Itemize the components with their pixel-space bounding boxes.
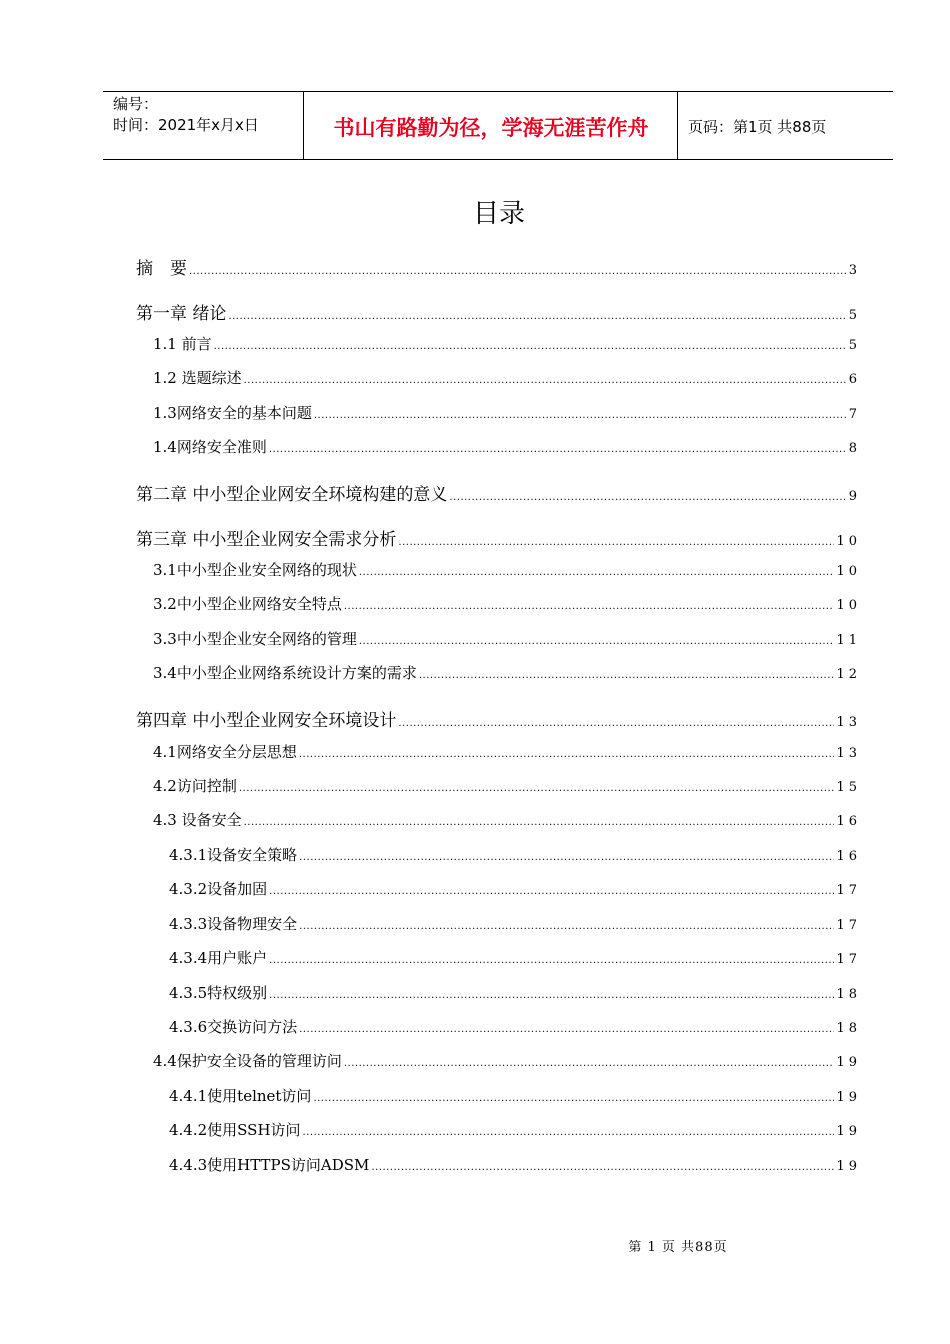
toc-entry[interactable]: [169, 878, 861, 902]
header-motto: 书山有路勤为径，学海无涯苦作舟: [333, 116, 649, 140]
toc-entry-label: 4.3 设备安全: [153, 811, 242, 829]
toc-leader-dots: [189, 266, 847, 277]
toc-entry[interactable]: [153, 559, 861, 583]
toc-leader-dots: [269, 886, 834, 897]
toc-entry-label: 4.4保护安全设备的管理访问: [153, 1052, 342, 1070]
toc-entry[interactable]: [153, 593, 861, 617]
toc-entry[interactable]: [169, 1016, 861, 1040]
toc-entry[interactable]: [169, 982, 861, 1006]
toc-entry[interactable]: [153, 436, 861, 460]
toc-entry-label: 4.3.1设备安全策略: [169, 846, 298, 864]
toc-entry-label: 摘 要: [136, 259, 187, 279]
toc-leader-dots: [299, 1024, 834, 1035]
toc-entry[interactable]: [136, 299, 861, 324]
toc-entry[interactable]: [153, 775, 861, 799]
toc-entry[interactable]: [136, 525, 861, 550]
header-page-info: 页码：第1页 共88页: [688, 118, 827, 136]
toc-leader-dots: [299, 852, 834, 863]
toc-leader-dots: [269, 955, 834, 966]
toc-entry-page: 16: [836, 849, 861, 864]
toc-entry-label: 3.3中小型企业安全网络的管理: [153, 630, 357, 648]
toc-leader-dots: [419, 670, 835, 681]
toc-entry-label: 第三章 中小型企业网安全需求分析: [136, 530, 397, 550]
toc-entry[interactable]: [153, 367, 861, 391]
toc-entry-label: 4.4.2使用SSH访问: [169, 1121, 301, 1139]
toc-entry-label: 4.3.6交换访问方法: [169, 1018, 298, 1036]
toc-entry-label: 3.2中小型企业网络安全特点: [153, 595, 342, 613]
toc-entry-page: 17: [836, 918, 861, 933]
toc-entry-page: 13: [836, 715, 861, 730]
toc-leader-dots: [449, 492, 846, 503]
toc-leader-dots: [299, 749, 835, 760]
toc-leader-dots: [244, 817, 835, 828]
toc-leader-dots: [244, 375, 847, 386]
toc-entry-page: 19: [836, 1159, 861, 1174]
toc-entry-page: 18: [836, 987, 861, 1002]
toc-leader-dots: [359, 636, 835, 647]
toc-entry-label: 4.3.5特权级别: [169, 984, 268, 1002]
toc-entry-page: 15: [836, 780, 861, 795]
toc-entry-page: 17: [836, 883, 861, 898]
toc-entry[interactable]: [153, 809, 861, 833]
toc-entry[interactable]: [153, 1050, 861, 1074]
toc-leader-dots: [398, 537, 834, 548]
toc-leader-dots: [303, 1127, 835, 1138]
toc-entry[interactable]: [153, 628, 861, 652]
toc-entry[interactable]: [153, 333, 861, 357]
time-label: 时间：2021年x月x日: [113, 116, 259, 134]
toc-leader-dots: [269, 444, 847, 455]
toc-entry-page: 7: [848, 407, 861, 422]
toc-entry-label: 4.3.2设备加固: [169, 880, 268, 898]
toc-entry[interactable]: [169, 1119, 861, 1143]
toc-leader-dots: [239, 783, 835, 794]
toc-entry[interactable]: [169, 844, 861, 868]
toc-leader-dots: [344, 1058, 835, 1069]
toc-entry[interactable]: [153, 741, 861, 765]
toc-leader-dots: [299, 921, 834, 932]
toc-entry-page: 3: [848, 263, 861, 278]
toc-leader-dots: [269, 990, 834, 1001]
toc-leader-dots: [314, 410, 847, 421]
toc-entry-page: 19: [836, 1124, 861, 1139]
toc-entry-page: 13: [836, 746, 861, 761]
toc-entry-label: 4.1网络安全分层思想: [153, 743, 297, 761]
toc-leader-dots: [359, 567, 835, 578]
toc-entry-label: 4.4.3使用HTTPS访问ADSM: [169, 1156, 370, 1174]
toc-leader-dots: [371, 1162, 834, 1173]
toc-entry-page: 6: [848, 372, 861, 387]
toc-entry-page: 5: [848, 308, 861, 323]
toc-entry-label: 第二章 中小型企业网安全环境构建的意义: [136, 485, 448, 505]
toc-entry-label: 第四章 中小型企业网安全环境设计: [136, 711, 397, 731]
toc-entry[interactable]: [169, 1085, 861, 1109]
page-footer: 第 1 页 共88页: [628, 1240, 728, 1255]
toc-entry-label: 1.4网络安全准则: [153, 438, 267, 456]
toc-entry[interactable]: [153, 662, 861, 686]
toc-entry[interactable]: [136, 706, 861, 731]
toc-entry-page: 16: [836, 814, 861, 829]
toc-entry-page: 11: [836, 633, 861, 648]
toc-entry-label: 4.2访问控制: [153, 777, 237, 795]
toc-leader-dots: [228, 311, 846, 322]
toc-entry[interactable]: [153, 402, 861, 426]
toc-entry-page: 10: [836, 598, 861, 613]
code-label: 编号：: [113, 95, 159, 113]
toc-entry[interactable]: [136, 480, 861, 505]
toc-entry[interactable]: [136, 254, 861, 279]
toc-entry-page: 19: [836, 1090, 861, 1105]
toc-entry-page: 18: [836, 1021, 861, 1036]
toc-leader-dots: [313, 1093, 834, 1104]
toc-entry-page: 8: [848, 441, 861, 456]
toc-entry[interactable]: [169, 913, 861, 937]
toc-entry-label: 3.1中小型企业安全网络的现状: [153, 561, 357, 579]
toc-entry-page: 10: [836, 534, 861, 549]
toc-leader-dots: [398, 718, 834, 729]
toc-entry-page: 12: [836, 667, 861, 682]
toc-entry-label: 1.2 选题综述: [153, 369, 242, 387]
toc-entry-label: 1.1 前言: [153, 335, 212, 353]
toc-entry-label: 4.3.3设备物理安全: [169, 915, 298, 933]
toc-leader-dots: [214, 341, 847, 352]
toc-entry[interactable]: [169, 1154, 861, 1178]
page-header: [103, 91, 893, 160]
toc-entry-label: 3.4中小型企业网络系统设计方案的需求: [153, 664, 417, 682]
page-title: 目录: [472, 199, 525, 229]
toc-entry-page: 5: [848, 338, 861, 353]
toc-entry-label: 4.3.4用户账户: [169, 949, 268, 967]
toc-entry-label: 4.4.1使用telnet访问: [169, 1087, 312, 1105]
toc-entry-page: 9: [848, 489, 861, 504]
toc-entry-page: 10: [836, 564, 861, 579]
toc-entry-label: 第一章 绪论: [136, 304, 227, 324]
toc-entry[interactable]: [169, 947, 861, 971]
toc-entry-label: 1.3网络安全的基本问题: [153, 404, 312, 422]
header-meta: [113, 94, 259, 136]
toc-leader-dots: [344, 601, 835, 612]
toc-entry-page: 17: [836, 952, 861, 967]
toc-entry-page: 19: [836, 1055, 861, 1070]
